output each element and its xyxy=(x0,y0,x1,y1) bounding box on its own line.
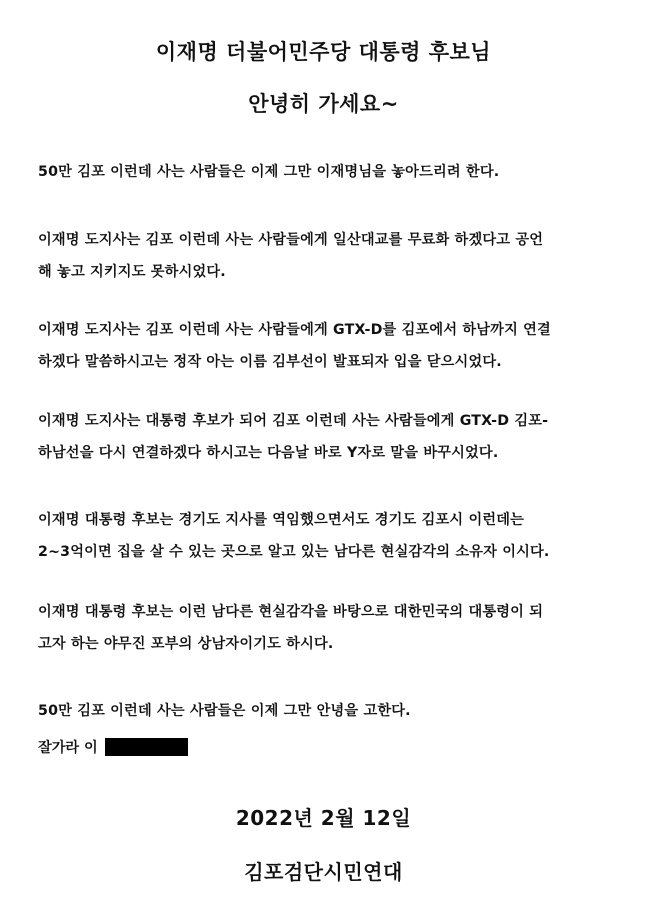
paragraph-4 xyxy=(38,405,610,469)
paragraph-4-line-1: 이재명 도지사는 대통령 후보가 되어 김포 이런데 사는 사람들에게 GTX-D 김포- xyxy=(38,413,549,429)
paragraph-4-line-2: 하남선을 다시 연결하겠다 하시고는 다음날 바로 Y자로 말을 바꾸시었다. xyxy=(38,445,499,461)
signoff-line xyxy=(38,734,188,762)
paragraph-7-line-1: 50만 김포 이런데 사는 사람들은 이제 그만 안녕을 고한다. xyxy=(38,703,411,719)
paragraph-5 xyxy=(38,504,610,568)
paragraph-1 xyxy=(38,156,610,188)
organization-name: 김포검단시민연대 xyxy=(244,860,403,884)
paragraph-3-line-2: 하겠다 말씀하시고는 정작 아는 이름 김부선이 발표되자 입을 닫으시었다. xyxy=(38,354,502,370)
paragraph-7 xyxy=(38,695,610,727)
paragraph-2-line-2: 해 놓고 지키지도 못하시었다. xyxy=(38,264,226,280)
title-line-2: 안녕히 가세요~ xyxy=(248,92,399,116)
paragraph-5-line-2: 2~3억이면 집을 살 수 있는 곳으로 알고 있는 남다른 현실감각의 소유자 이시다. xyxy=(38,544,550,560)
paragraph-1-line-1: 50만 김포 이런데 사는 사람들은 이제 그만 이재명님을 놓아드리려 한다. xyxy=(38,164,500,180)
paragraph-3 xyxy=(38,314,610,378)
paragraph-3-line-1: 이재명 도지사는 김포 이런데 사는 사람들에게 GTX-D를 김포에서 하남까지 연결 xyxy=(38,322,551,338)
signoff-text: 잘가라 이 xyxy=(38,740,98,756)
paragraph-5-line-1: 이재명 대통령 후보는 경기도 지사를 역임했으면서도 경기도 김포시 이런데는 xyxy=(38,512,525,528)
paragraph-6 xyxy=(38,596,610,660)
paragraph-6-line-2: 고자 하는 야무진 포부의 상남자이기도 하시다. xyxy=(38,636,334,652)
title-line-1: 이재명 더불어민주당 대통령 후보님 xyxy=(155,40,492,64)
document-date: 2022년 2월 12일 xyxy=(235,806,412,830)
paragraph-6-line-1: 이재명 대통령 후보는 이런 남다른 현실감각을 바탕으로 대한민국의 대통령이 되 xyxy=(38,604,544,620)
paragraph-2-line-1: 이재명 도지사는 김포 이런데 사는 사람들에게 일산대교를 무료화 하겠다고 공언 xyxy=(38,232,544,248)
redaction-bar xyxy=(105,738,188,756)
paragraph-2 xyxy=(38,224,610,288)
